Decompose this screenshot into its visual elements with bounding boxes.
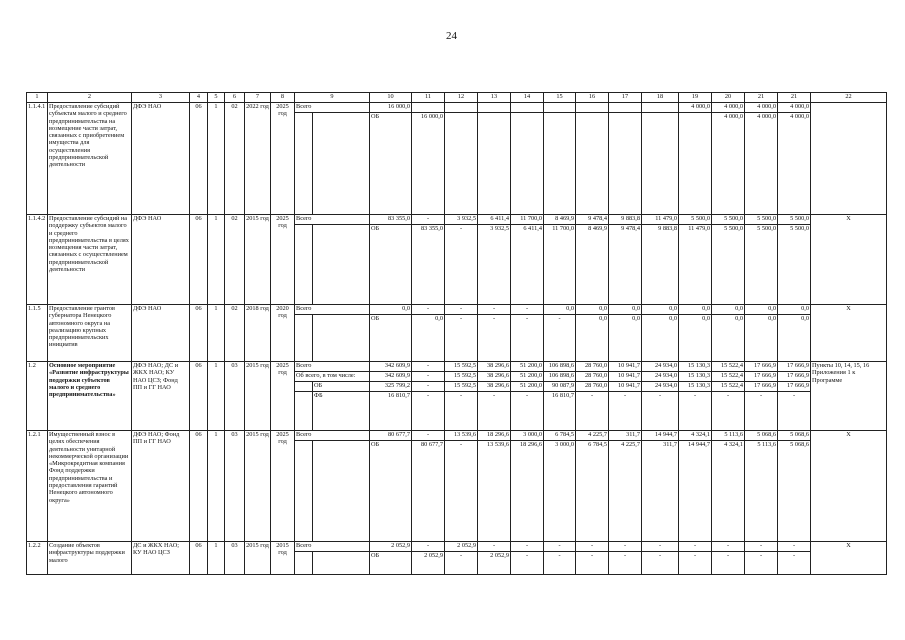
value-cell: 80 677,7 (412, 441, 445, 542)
value-cell: 0,0 (642, 315, 679, 362)
value-cell: 5 068,6 (778, 441, 811, 542)
row-code-5: 1 (208, 103, 225, 215)
value-cell: - (712, 392, 745, 431)
value-cell: 15 522,4 (712, 382, 745, 392)
value-cell: 4 225,7 (576, 431, 609, 441)
value-cell: 3 000,0 (511, 431, 544, 441)
value-cell: 325 799,2 (370, 382, 412, 392)
value-cell: 8 469,9 (544, 215, 576, 225)
value-cell: - (412, 542, 445, 552)
value-cell: - (445, 441, 478, 542)
value-cell: - (478, 392, 511, 431)
value-cell: 28 760,0 (576, 372, 609, 382)
row-executor: ДФЭ НАО (132, 215, 190, 305)
value-cell: 51 200,0 (511, 372, 544, 382)
row-code-6: 03 (225, 362, 245, 431)
value-cell: 0,0 (679, 315, 712, 362)
row-executor: ДФЭ НАО; Фонд ПП и ГГ НАО (132, 431, 190, 542)
row-code-5: 1 (208, 362, 225, 431)
value-cell: - (712, 552, 745, 575)
header-cell: 16 (576, 93, 609, 103)
value-cell: - (445, 305, 478, 315)
value-cell: 5 113,6 (745, 441, 778, 542)
value-cell: 4 225,7 (609, 441, 642, 542)
header-cell: 11 (412, 93, 445, 103)
table-row (27, 215, 887, 225)
row-name: Имущественный взнос в целях обеспечения деятельности унитарной некоммерческой организации «Микрокредитная компания Фонд поддержки предпринимательства и предоставления гарантий Ненецкого автономного округа» (48, 431, 132, 542)
value-cell: 2 052,9 (478, 552, 511, 575)
row-id: 1.1.4.1 (27, 103, 48, 215)
value-cell: 8 469,9 (576, 225, 609, 305)
value-cell: 6 411,4 (511, 225, 544, 305)
value-cell: 4 000,0 (778, 113, 811, 215)
header-cell: 19 (679, 93, 712, 103)
funding-source-label: ОБ (370, 315, 412, 362)
value-cell (642, 113, 679, 215)
row-note (811, 103, 887, 215)
row-code-5: 1 (208, 215, 225, 305)
value-cell: 5 500,0 (712, 225, 745, 305)
value-cell: - (511, 552, 544, 575)
value-cell: 6 411,4 (478, 215, 511, 225)
row-id: 1.1.4.2 (27, 215, 48, 305)
value-cell: 5 500,0 (745, 225, 778, 305)
value-cell: - (642, 552, 679, 575)
value-cell: 0,0 (679, 305, 712, 315)
row-start-year: 2018 год (245, 305, 271, 362)
table-row (27, 542, 887, 552)
value-cell: 11 479,0 (642, 215, 679, 225)
value-cell: 9 478,4 (609, 225, 642, 305)
value-cell: 17 666,9 (745, 382, 778, 392)
value-cell: 2 052,9 (412, 552, 445, 575)
value-cell: 5 500,0 (679, 215, 712, 225)
value-cell: 0,0 (778, 315, 811, 362)
value-cell (412, 103, 445, 113)
row-code-6: 03 (225, 542, 245, 575)
value-cell: - (642, 542, 679, 552)
value-cell: 0,0 (745, 305, 778, 315)
value-cell: 16 000,0 (370, 103, 412, 113)
funding-source-label: Всего (295, 103, 370, 113)
row-id: 1.2.2 (27, 542, 48, 575)
value-cell: 106 898,6 (544, 362, 576, 372)
value-cell: 0,0 (609, 305, 642, 315)
row-name: Предоставление субсидий субъектам малого и среднего предпринимательства на возмещение части затрат, связанных с приобретением имущества для осуществления предпринимательской деятельности (48, 103, 132, 215)
value-cell: 15 130,3 (679, 362, 712, 372)
row-start-year: 2015 год (245, 542, 271, 575)
value-cell: - (712, 542, 745, 552)
row-end-year: 2020 год (271, 305, 295, 362)
funding-source-indent (313, 315, 370, 362)
value-cell: - (412, 372, 445, 382)
value-cell (445, 103, 478, 113)
value-cell: 51 200,0 (511, 382, 544, 392)
value-cell: - (412, 382, 445, 392)
funding-source-label: Всего (295, 542, 370, 552)
value-cell: 28 760,0 (576, 382, 609, 392)
value-cell: - (576, 542, 609, 552)
funding-source-indent (313, 552, 370, 575)
value-cell: - (745, 542, 778, 552)
value-cell: 17 666,9 (778, 382, 811, 392)
row-note: X (811, 215, 887, 305)
funding-source-label: ОБ (313, 382, 370, 392)
value-cell: - (478, 315, 511, 362)
row-code-6: 02 (225, 103, 245, 215)
value-cell: 15 130,3 (679, 372, 712, 382)
value-cell: 11 479,0 (679, 225, 712, 305)
value-cell: 17 666,9 (778, 372, 811, 382)
value-cell (544, 103, 576, 113)
value-cell: 2 052,9 (445, 542, 478, 552)
value-cell: - (478, 542, 511, 552)
page-number: 24 (446, 30, 457, 42)
value-cell (478, 113, 511, 215)
table-row (27, 362, 887, 372)
funding-source-indent (295, 392, 313, 431)
header-cell: 13 (478, 93, 511, 103)
value-cell (679, 113, 712, 215)
value-cell: 9 883,8 (609, 215, 642, 225)
funding-source-label: ОБ (370, 225, 412, 305)
row-executor: ДС и ЖКХ НАО; КУ НАО ЦСЗ (132, 542, 190, 575)
header-cell: 10 (370, 93, 412, 103)
value-cell: - (511, 392, 544, 431)
header-cell: 9 (295, 93, 370, 103)
value-cell (478, 103, 511, 113)
row-end-year: 2025 год (271, 103, 295, 215)
value-cell: 4 324,1 (679, 431, 712, 441)
value-cell: 15 592,5 (445, 362, 478, 372)
value-cell: - (412, 392, 445, 431)
row-start-year: 2022 год (245, 103, 271, 215)
value-cell: 24 934,0 (642, 362, 679, 372)
value-cell: 5 500,0 (745, 215, 778, 225)
value-cell: 342 609,9 (370, 362, 412, 372)
value-cell: 0,0 (745, 315, 778, 362)
value-cell: 5 068,6 (745, 431, 778, 441)
funding-source-indent (313, 113, 370, 215)
row-name: Предоставление грантов губернатора Ненецкого автономного округа на реализацию крупных предпринимательских инициатив (48, 305, 132, 362)
value-cell: 0,0 (576, 305, 609, 315)
value-cell: 38 296,6 (478, 372, 511, 382)
value-cell: - (609, 542, 642, 552)
value-cell: - (745, 392, 778, 431)
row-code-4: 06 (190, 431, 208, 542)
value-cell: - (778, 392, 811, 431)
row-note: Пункты 10, 14, 15, 16 Приложения 1 к Программе (811, 362, 887, 431)
header-cell: 12 (445, 93, 478, 103)
value-cell: 10 941,7 (609, 372, 642, 382)
row-name: Основное мероприятие «Развитие инфраструктуры поддержки субъектов малого и среднего предпринимательства» (48, 362, 132, 431)
value-cell: 24 934,0 (642, 372, 679, 382)
value-cell: - (445, 392, 478, 431)
value-cell (576, 103, 609, 113)
header-cell: 14 (511, 93, 544, 103)
funding-source-indent (295, 441, 313, 542)
value-cell: 80 677,7 (370, 431, 412, 441)
value-cell: 15 130,3 (679, 382, 712, 392)
value-cell: 0,0 (412, 315, 445, 362)
value-cell: 38 296,6 (478, 382, 511, 392)
row-executor: ДФЭ НАО (132, 305, 190, 362)
value-cell: - (511, 542, 544, 552)
row-code-5: 1 (208, 431, 225, 542)
row-code-4: 06 (190, 215, 208, 305)
row-code-5: 1 (208, 542, 225, 575)
value-cell: 28 760,0 (576, 362, 609, 372)
value-cell: 17 666,9 (745, 372, 778, 382)
value-cell: 0,0 (778, 305, 811, 315)
row-code-6: 02 (225, 305, 245, 362)
header-cell: 2 (48, 93, 132, 103)
value-cell: - (679, 542, 712, 552)
funding-source-label: ОБ (370, 552, 412, 575)
value-cell: 0,0 (609, 315, 642, 362)
funding-source-indent (295, 382, 313, 392)
value-cell (445, 113, 478, 215)
value-cell: 9 883,8 (642, 225, 679, 305)
value-cell: - (745, 552, 778, 575)
value-cell: 14 944,7 (679, 441, 712, 542)
value-cell: - (511, 305, 544, 315)
value-cell: 51 200,0 (511, 362, 544, 372)
row-code-6: 03 (225, 431, 245, 542)
row-code-4: 06 (190, 103, 208, 215)
value-cell: - (544, 542, 576, 552)
table-row (27, 103, 887, 113)
header-cell: 15 (544, 93, 576, 103)
value-cell: 15 592,5 (445, 372, 478, 382)
row-start-year: 2015 год (245, 215, 271, 305)
value-cell: - (778, 552, 811, 575)
value-cell: - (576, 552, 609, 575)
row-code-6: 02 (225, 215, 245, 305)
value-cell: 14 944,7 (642, 431, 679, 441)
value-cell: 0,0 (576, 315, 609, 362)
row-executor: ДФЭ НАО; ДС и ЖКХ НАО; КУ НАО ЦСЗ; Фонд ПП и ГГ НАО (132, 362, 190, 431)
value-cell: 15 592,5 (445, 382, 478, 392)
value-cell: - (576, 392, 609, 431)
value-cell: 4 000,0 (745, 103, 778, 113)
funding-source-indent (295, 315, 313, 362)
value-cell: 2 052,9 (370, 542, 412, 552)
header-cell: 7 (245, 93, 271, 103)
value-cell: 5 068,6 (778, 431, 811, 441)
value-cell: 4 000,0 (745, 113, 778, 215)
value-cell: 15 522,4 (712, 362, 745, 372)
header-cell: 3 (132, 93, 190, 103)
funding-source-label: ОБ (370, 441, 412, 542)
row-id: 1.2 (27, 362, 48, 431)
header-cell: 6 (225, 93, 245, 103)
value-cell: - (445, 552, 478, 575)
value-cell: 18 296,6 (511, 441, 544, 542)
row-name: Создание объектов инфраструктуры поддержки малого (48, 542, 132, 575)
row-name: Предоставление субсидий на поддержку субъектов малого и среднего предпринимательства в целях возмещения части затрат, связанных с осуществлением предпринимательской деятельности (48, 215, 132, 305)
value-cell: 5 500,0 (712, 215, 745, 225)
row-code-4: 06 (190, 542, 208, 575)
row-end-year: 2025 год (271, 362, 295, 431)
header-cell: 20 (712, 93, 745, 103)
header-cell: 1 (27, 93, 48, 103)
value-cell: 4 000,0 (712, 103, 745, 113)
value-cell: 106 898,6 (544, 372, 576, 382)
value-cell: 5 113,6 (712, 431, 745, 441)
value-cell (576, 113, 609, 215)
value-cell: - (609, 552, 642, 575)
value-cell: 9 478,4 (576, 215, 609, 225)
value-cell: 6 784,5 (576, 441, 609, 542)
value-cell: 17 666,9 (778, 362, 811, 372)
value-cell: 342 609,9 (370, 372, 412, 382)
value-cell: 311,7 (642, 441, 679, 542)
value-cell: 4 000,0 (778, 103, 811, 113)
value-cell: 16 810,7 (370, 392, 412, 431)
value-cell: - (445, 225, 478, 305)
row-end-year: 2025 год (271, 215, 295, 305)
header-cell: 4 (190, 93, 208, 103)
funding-source-label: ОБ (370, 113, 412, 215)
value-cell: 5 500,0 (778, 225, 811, 305)
value-cell: 15 522,4 (712, 372, 745, 382)
value-cell: 0,0 (544, 305, 576, 315)
value-cell: 11 700,0 (511, 215, 544, 225)
value-cell: 83 355,0 (370, 215, 412, 225)
value-cell: - (511, 315, 544, 362)
value-cell (544, 113, 576, 215)
header-cell: 5 (208, 93, 225, 103)
header-row (27, 93, 887, 103)
value-cell: - (642, 392, 679, 431)
funding-source-label: Всего (295, 431, 370, 441)
value-cell: - (679, 552, 712, 575)
value-cell: 5 500,0 (778, 215, 811, 225)
value-cell (609, 103, 642, 113)
value-cell: - (412, 215, 445, 225)
value-cell: - (609, 392, 642, 431)
row-id: 1.1.5 (27, 305, 48, 362)
value-cell: - (778, 542, 811, 552)
value-cell: 16 000,0 (412, 113, 445, 215)
funding-source-label: Об всего, в том числе: (295, 372, 370, 382)
header-cell: 17 (609, 93, 642, 103)
row-note: X (811, 305, 887, 362)
value-cell: 90 087,9 (544, 382, 576, 392)
row-end-year: 2015 год (271, 542, 295, 575)
row-start-year: 2015 год (245, 362, 271, 431)
value-cell: 10 941,7 (609, 362, 642, 372)
value-cell: - (412, 305, 445, 315)
budget-table (26, 92, 887, 575)
row-code-5: 1 (208, 305, 225, 362)
value-cell: 16 810,7 (544, 392, 576, 431)
value-cell: 83 355,0 (412, 225, 445, 305)
value-cell: 4 324,1 (712, 441, 745, 542)
value-cell: 18 296,6 (478, 431, 511, 441)
value-cell: - (445, 315, 478, 362)
funding-source-indent (313, 225, 370, 305)
value-cell: 4 000,0 (679, 103, 712, 113)
value-cell: 38 296,6 (478, 362, 511, 372)
value-cell: 13 539,6 (445, 431, 478, 441)
value-cell: - (412, 431, 445, 441)
row-note: X (811, 431, 887, 542)
value-cell: 0,0 (370, 305, 412, 315)
row-id: 1.2.1 (27, 431, 48, 542)
funding-source-indent (295, 225, 313, 305)
row-end-year: 2025 год (271, 431, 295, 542)
value-cell: 0,0 (642, 305, 679, 315)
header-cell: 8 (271, 93, 295, 103)
value-cell: 311,7 (609, 431, 642, 441)
row-note: X (811, 542, 887, 575)
header-cell: 18 (642, 93, 679, 103)
row-executor: ДФЭ НАО (132, 103, 190, 215)
funding-source-label: Всего (295, 362, 370, 372)
value-cell: - (679, 392, 712, 431)
value-cell: - (412, 362, 445, 372)
value-cell: 0,0 (712, 305, 745, 315)
value-cell: 24 934,0 (642, 382, 679, 392)
funding-source-indent (313, 441, 370, 542)
header-cell: 21 (778, 93, 811, 103)
value-cell: - (544, 315, 576, 362)
value-cell: 6 784,5 (544, 431, 576, 441)
value-cell: 0,0 (712, 315, 745, 362)
value-cell: 11 700,0 (544, 225, 576, 305)
funding-source-indent (295, 552, 313, 575)
row-code-4: 06 (190, 362, 208, 431)
value-cell (511, 103, 544, 113)
row-start-year: 2015 год (245, 431, 271, 542)
value-cell (609, 113, 642, 215)
header-cell: 22 (811, 93, 887, 103)
funding-source-indent (295, 113, 313, 215)
value-cell: 3 932,5 (445, 215, 478, 225)
value-cell: 10 941,7 (609, 382, 642, 392)
value-cell: 4 000,0 (712, 113, 745, 215)
value-cell: - (478, 305, 511, 315)
funding-source-label: ФБ (313, 392, 370, 431)
value-cell: 3 000,0 (544, 441, 576, 542)
value-cell: 17 666,9 (745, 362, 778, 372)
table-row (27, 431, 887, 441)
funding-source-label: Всего (295, 215, 370, 225)
value-cell: 3 932,5 (478, 225, 511, 305)
table-row (27, 305, 887, 315)
value-cell: - (544, 552, 576, 575)
funding-source-label: Всего (295, 305, 370, 315)
header-cell: 21 (745, 93, 778, 103)
row-code-4: 06 (190, 305, 208, 362)
value-cell (642, 103, 679, 113)
value-cell: 13 539,6 (478, 441, 511, 542)
value-cell (511, 113, 544, 215)
